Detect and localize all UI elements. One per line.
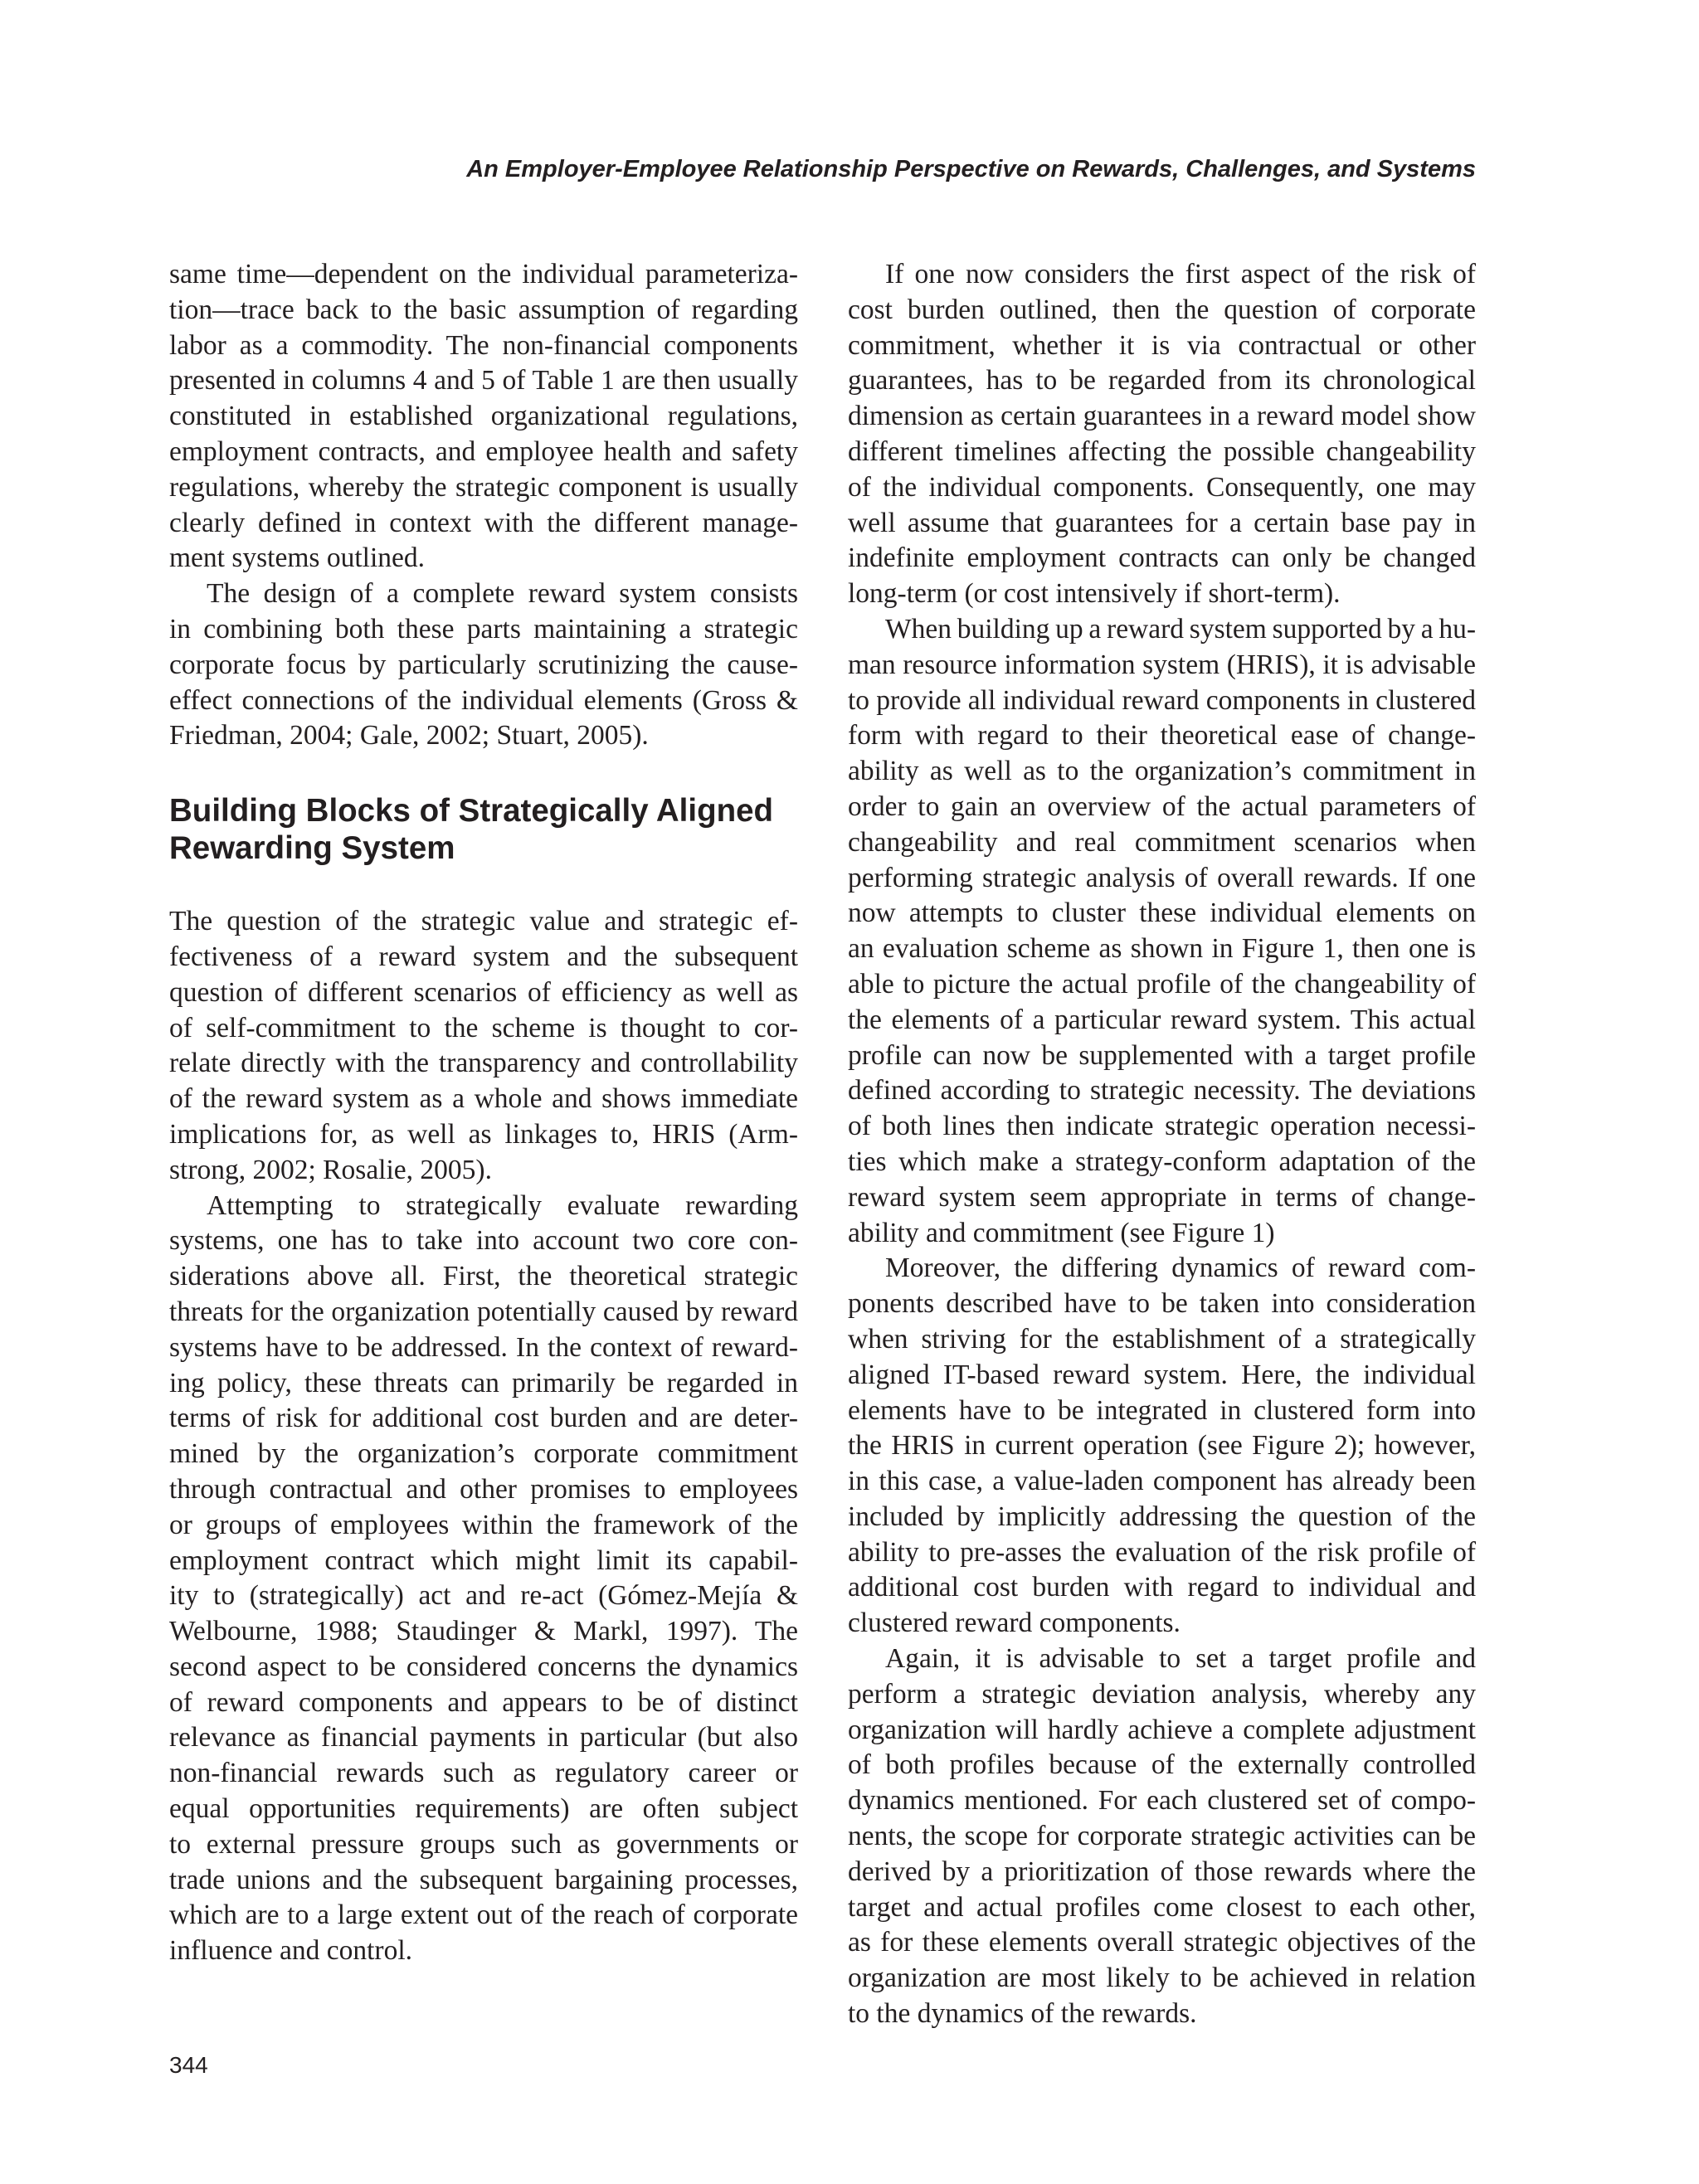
text-line: to external pressure groups such as governments or: [169, 1828, 798, 1860]
text-line: or groups of employees within the framework of the: [169, 1509, 798, 1540]
text-line: same time—dependent on the individual parameteriza-: [169, 259, 798, 289]
text-line: The question of the strategic value and strategic ef-: [169, 906, 798, 937]
text-line: additional cost burden with regard to individual and: [848, 1572, 1476, 1603]
text-line: form with regard to their theoretical ease of change-: [848, 720, 1476, 752]
text-line: performing strategic analysis of overall rewards. If one: [848, 862, 1476, 893]
text-line: order to gain an overview of the actual parameters of: [848, 790, 1476, 822]
text-line: of self-commitment to the scheme is thought to cor-: [169, 1012, 798, 1043]
text-line: to provide all individual reward components in clustered: [848, 684, 1476, 716]
text-line: ity to (strategically) act and re-act (Gómez-Mejía &: [169, 1580, 798, 1612]
text-line: ability and commitment (see Figure 1): [848, 1217, 1275, 1248]
paragraph: [169, 1189, 798, 1970]
text-line: in this case, a value-laden component has already been: [848, 1466, 1476, 1497]
paragraph: [169, 576, 798, 754]
text-line: cost burden outlined, then the question of corporate: [848, 294, 1476, 325]
text-line: different timelines affecting the possible changeability: [848, 435, 1476, 467]
text-line: derived by a prioritization of those rewards where the: [848, 1856, 1476, 1887]
text-line: ties which make a strategy-conform adaptation of the: [848, 1146, 1476, 1177]
text-line: mined by the organization’s corporate commitment: [169, 1438, 798, 1470]
text-line: question of different scenarios of efficiency as well as: [169, 976, 798, 1008]
text-line: perform a strategic deviation analysis, whereby any: [848, 1678, 1476, 1710]
text-line: which are to a large extent out of the reach of corporate: [169, 1899, 798, 1931]
text-line: trade unions and the subsequent bargaining processes,: [169, 1864, 798, 1895]
text-line: dimension as certain guarantees in a reward model show: [848, 401, 1476, 432]
text-line: Moreover, the differing dynamics of reward com-: [885, 1253, 1476, 1284]
paragraph: [169, 257, 798, 576]
text-line: tion—trace back to the basic assumption of regarding: [169, 294, 798, 325]
text-line: equal opportunities requirements) are often subject: [169, 1793, 798, 1825]
section-heading: [169, 792, 798, 867]
text-line: elements have to be integrated in clustered form into: [848, 1394, 1476, 1426]
text-line: dynamics mentioned. For each clustered set of compo-: [848, 1785, 1476, 1817]
text-line: of both lines then indicate strategic operation necessi-: [848, 1111, 1476, 1142]
text-line: an evaluation scheme as shown in Figure 1, then one is: [848, 933, 1476, 965]
text-line: constituted in established organizational regulations,: [169, 401, 798, 432]
text-line: If one now considers the first aspect of the risk of: [885, 259, 1476, 289]
paragraph: [848, 1251, 1476, 1642]
text-line: guarantees, has to be regarded from its chronological: [848, 365, 1476, 396]
text-line: the elements of a particular reward system. This actual: [848, 1004, 1476, 1035]
text-line: Welbourne, 1988; Staudinger & Markl, 1997). The: [169, 1616, 798, 1647]
text-line: ponents described have to be taken into consideration: [848, 1288, 1476, 1320]
section-heading-line: Building Blocks of Strategically Aligned: [169, 793, 774, 829]
text-line: relate directly with the transparency and controllability: [169, 1048, 798, 1079]
page-number: 344: [169, 2052, 208, 2078]
text-line: The design of a complete reward system consists: [207, 578, 798, 610]
text-line: in combining both these parts maintaining a strategic: [169, 613, 798, 644]
left-column: [169, 257, 798, 1969]
text-line: systems have to be addressed. In the context of reward-: [169, 1331, 798, 1363]
text-line: employment contracts, and employee health and safety: [169, 435, 798, 467]
paragraph: [848, 257, 1476, 612]
paragraph: [848, 612, 1476, 1251]
text-line: Friedman, 2004; Gale, 2002; Stuart, 2005).: [169, 720, 649, 752]
text-line: indefinite employment contracts can only be changed: [848, 542, 1476, 574]
paragraph: [169, 904, 798, 1188]
text-line: corporate focus by particularly scrutinizing the cause-: [169, 649, 798, 680]
text-line: included by implicitly addressing the question of the: [848, 1501, 1476, 1532]
text-line: labor as a commodity. The non-financial components: [169, 329, 798, 361]
text-line: implications for, as well as linkages to, HRIS (Arm-: [169, 1118, 798, 1150]
text-line: long-term (or cost intensively if short-term).: [848, 578, 1341, 610]
text-line: effect connections of the individual elements (Gross &: [169, 684, 798, 716]
text-line: fectiveness of a reward system and the subsequent: [169, 941, 798, 972]
text-line: ability as well as to the organization’s commitment in: [848, 756, 1476, 787]
text-line: through contractual and other promises to employees: [169, 1473, 798, 1505]
text-line: organization are most likely to be achieved in relation: [848, 1963, 1476, 1994]
text-line: clustered reward components.: [848, 1608, 1181, 1639]
text-line: regulations, whereby the strategic component is usually: [169, 471, 798, 503]
text-line: threats for the organization potentially caused by reward: [169, 1296, 798, 1327]
right-column: [848, 257, 1476, 2032]
text-line: of the individual components. Consequently, one may: [848, 471, 1476, 503]
text-line: commitment, whether it is via contractual or other: [848, 329, 1476, 361]
text-line: the HRIS in current operation (see Figure 2); however,: [848, 1430, 1476, 1462]
text-line: employment contract which might limit its capabil-: [169, 1544, 798, 1576]
text-line: changeability and real commitment scenarios when: [848, 826, 1476, 858]
text-line: second aspect to be considered concerns the dynamics: [169, 1651, 798, 1682]
text-line: of both profiles because of the externally controlled: [848, 1749, 1476, 1781]
text-line: target and actual profiles come closest to each other,: [848, 1891, 1476, 1923]
text-line: When building up a reward system supported by a hu-: [885, 613, 1476, 644]
text-line: now attempts to cluster these individual elements on: [848, 897, 1476, 929]
running-header: An Employer-Employee Relationship Perspective on Rewards, Challenges, and Systems: [466, 156, 1476, 182]
text-line: systems, one has to take into account two core con-: [169, 1225, 798, 1257]
text-line: when striving for the establishment of a strategically: [848, 1323, 1476, 1355]
text-line: man resource information system (HRIS), it is advisable: [848, 649, 1476, 680]
section-heading-line: Rewarding System: [169, 830, 455, 867]
text-line: able to picture the actual profile of the changeability of: [848, 968, 1476, 1000]
text-line: as for these elements overall strategic objectives of the: [848, 1927, 1476, 1958]
text-line: ment systems outlined.: [169, 542, 425, 574]
text-line: reward system seem appropriate in terms of change-: [848, 1181, 1476, 1213]
text-line: of the reward system as a whole and shows immediate: [169, 1083, 798, 1115]
text-line: influence and control.: [169, 1935, 413, 1967]
text-line: profile can now be supplemented with a target profile: [848, 1039, 1476, 1071]
text-line: strong, 2002; Rosalie, 2005).: [169, 1154, 492, 1185]
text-line: nents, the scope for corporate strategic activities can be: [848, 1821, 1476, 1852]
text-line: Again, it is advisable to set a target profile and: [885, 1643, 1476, 1675]
paragraph: [848, 1642, 1476, 2032]
text-line: organization will hardly achieve a complete adjustment: [848, 1714, 1476, 1745]
text-line: of reward components and appears to be of distinct: [169, 1686, 798, 1718]
text-line: non-financial rewards such as regulatory career or: [169, 1758, 798, 1789]
text-line: clearly defined in context with the different manage-: [169, 507, 798, 538]
text-line: well assume that guarantees for a certain base pay in: [848, 507, 1476, 538]
text-line: terms of risk for additional cost burden and are deter-: [169, 1403, 798, 1434]
text-line: ability to pre-asses the evaluation of the risk profile of: [848, 1536, 1476, 1568]
text-line: ing policy, these threats can primarily be regarded in: [169, 1367, 798, 1398]
text-line: Attempting to strategically evaluate rewarding: [207, 1189, 798, 1221]
text-line: relevance as financial payments in particular (but also: [169, 1722, 798, 1754]
text-line: aligned IT-based reward system. Here, the individual: [848, 1359, 1476, 1390]
text-line: to the dynamics of the rewards.: [848, 1998, 1197, 2030]
text-line: siderations above all. First, the theoretical strategic: [169, 1261, 798, 1292]
text-line: presented in columns 4 and 5 of Table 1 are then usually: [169, 365, 798, 396]
text-line: defined according to strategic necessity. The deviations: [848, 1075, 1476, 1107]
